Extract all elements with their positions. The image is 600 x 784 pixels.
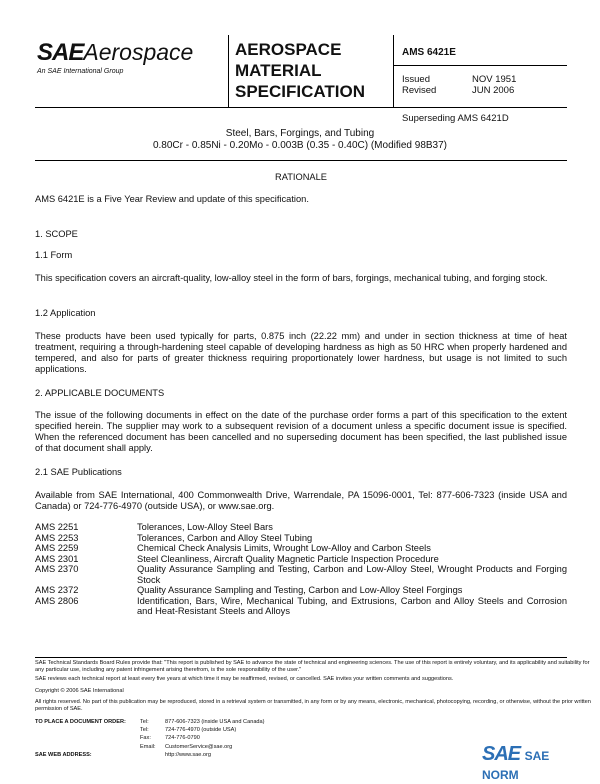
document-title: Identification, Bars, Wire, Mechanical Tubing, and Extrusions, Carbon and Alloy Steels and Corrosion and Heat-Resistant Steels and Alloys (137, 595, 567, 616)
document-code: AMS 2370 (35, 564, 79, 574)
review-text: SAE reviews each technical report at least every five years at which time it may be reaffirmed, revised, or cancelled. SAE invites your written comments and suggestions. (35, 676, 454, 682)
copyright-text: Copyright © 2006 SAE International (35, 688, 124, 694)
document-code: AMS 2806 (35, 595, 79, 606)
document-code: AMS 2253 (35, 532, 79, 543)
norm-logo-sae: SAE (482, 743, 521, 765)
logo-tagline: An SAE International Group (37, 68, 124, 75)
rationale-text: AMS 6421E is a Five Year Review and update of this specification. (35, 194, 309, 204)
order-label: TO PLACE A DOCUMENT ORDER: (35, 719, 126, 725)
logo-aerospace: Aerospace (83, 39, 194, 65)
title-line: AEROSPACE (235, 40, 342, 59)
document-code: AMS 2301 (35, 553, 79, 564)
revised-label: Revised (402, 85, 437, 96)
scope-heading: 1. SCOPE (35, 229, 78, 239)
logo-sae: SAE (37, 39, 84, 66)
sae-norm-logo (482, 743, 582, 782)
tel-value: 877-606-7323 (inside USA and Canada) (165, 719, 265, 725)
tel-label: Tel: (140, 727, 149, 734)
document-subtitle (0, 128, 600, 152)
issued-label: Issued (402, 74, 430, 85)
sae-aerospace-logo (37, 39, 193, 75)
revised-value: JUN 2006 (472, 85, 515, 96)
tel-label: Tel: (140, 719, 149, 725)
footer-divider (35, 657, 567, 658)
rights-text: All rights reserved. No part of this publication may be reproduced, stored in a retrieval system or transmitted, in any form or by any means, electronic, mechanical, photocopying, recording, or otherwise, without the prior written permission of SAE. (35, 699, 591, 712)
document-row (35, 596, 567, 617)
document-row (35, 543, 567, 554)
norm-logo-word: SAE NORM (482, 749, 550, 782)
fax-label: Fax: (140, 735, 151, 742)
web-link[interactable]: http://www.sae.org (165, 751, 212, 758)
subtitle-line2: 0.80Cr - 0.85Ni - 0.20Mo - 0.003B (0.35 - 0.40C) (Modified 98B37) (152, 140, 448, 151)
document-title: Chemical Check Analysis Limits, Wrought Low-Alloy and Carbon Steels (137, 543, 431, 553)
subtitle-line1: Steel, Bars, Forgings, and Tubing (225, 128, 375, 139)
form-heading: 1.1 Form (35, 250, 73, 260)
sae-publications-text: Available from SAE International, 400 Commonwealth Drive, Warrendale, PA 15096-0001, Tel: 877-606-7323 (inside USA and Canada) or 724-776-4970 (outside USA), or www.sae.org. (35, 490, 567, 511)
document-code: AMS 2259 (35, 543, 79, 553)
email-label: Email: (140, 743, 156, 750)
document-title: Quality Assurance Sampling and Testing, Carbon and Low-Alloy Steel Forgings (137, 585, 463, 595)
document-row (35, 585, 567, 596)
email-link[interactable]: CustomerService@sae.org (165, 743, 233, 750)
issue-dates (402, 74, 516, 96)
document-title: Quality Assurance Sampling and Testing, Carbon and Low-Alloy Steel, Wrought Products and Forging Stock (137, 564, 567, 585)
document-type-title (235, 39, 365, 102)
rationale-heading: RATIONALE (274, 172, 327, 182)
title-line: MATERIAL (235, 61, 322, 80)
reference-document-list (35, 522, 567, 617)
document-title: Tolerances, Low-Alloy Steel Bars (137, 522, 273, 532)
header-divider (35, 107, 567, 108)
header-divider (228, 35, 229, 107)
document-code: AMS 2251 (35, 522, 79, 532)
section-divider (35, 160, 567, 161)
sae-publications-heading: 2.1 SAE Publications (35, 467, 122, 477)
header-divider (393, 35, 394, 107)
application-text: These products have been used typically for parts, 0.875 inch (22.22 mm) and under in section thickness at time of heat treatment, requiring a through-hardening steel capable of developing hardness as high as 50 HRC when properly hardened and tempered, and also for parts of greater thickness requiring proportionately lower hardness, but usage is not limited to such applications. (35, 331, 567, 374)
form-text: This specification covers an aircraft-quality, low-alloy steel in the form of bars, forgings, mechanical tubing, and forging stock. (35, 273, 548, 283)
document-row (35, 554, 567, 565)
document-row (35, 533, 567, 544)
web-label: SAE WEB ADDRESS: (35, 751, 92, 758)
tel-value: 724-776-4970 (outside USA) (165, 727, 237, 734)
fax-value: 724-776-0790 (165, 735, 200, 742)
applicable-documents-text: The issue of the following documents in effect on the date of the purchase order forms a part of this specification to the extent specified herein. The supplier may work to a subsequent revision of a document unless a specific document issue is specified. When the referenced document has been cancelled and no superseding document has been specified, the last published issue of that document shall apply. (35, 410, 567, 453)
header-divider (393, 65, 567, 66)
document-row (35, 522, 567, 533)
document-code: AMS 2372 (35, 585, 79, 595)
document-title: Steel Cleanliness, Aircraft Quality Magnetic Particle Inspection Procedure (137, 553, 439, 564)
order-contact-info (35, 718, 265, 759)
issued-value: NOV 1951 (472, 74, 517, 85)
superseding-note: Superseding AMS 6421D (402, 113, 509, 124)
ams-number: AMS 6421E (402, 47, 456, 58)
applicable-documents-heading: 2. APPLICABLE DOCUMENTS (35, 388, 165, 398)
document-row (35, 564, 567, 585)
board-rules-text: SAE Technical Standards Board Rules provide that: "This report is published by SAE to advance the state of technical and engineering sciences. The use of this report is entirely voluntary, and its applicability and suitability for any particular use, including any patent infringement arising therefrom, is the sole responsibility of the user." (35, 660, 590, 673)
document-title: Tolerances, Carbon and Alloy Steel Tubing (137, 532, 313, 543)
application-heading: 1.2 Application (35, 308, 96, 318)
title-line: SPECIFICATION (235, 82, 366, 101)
